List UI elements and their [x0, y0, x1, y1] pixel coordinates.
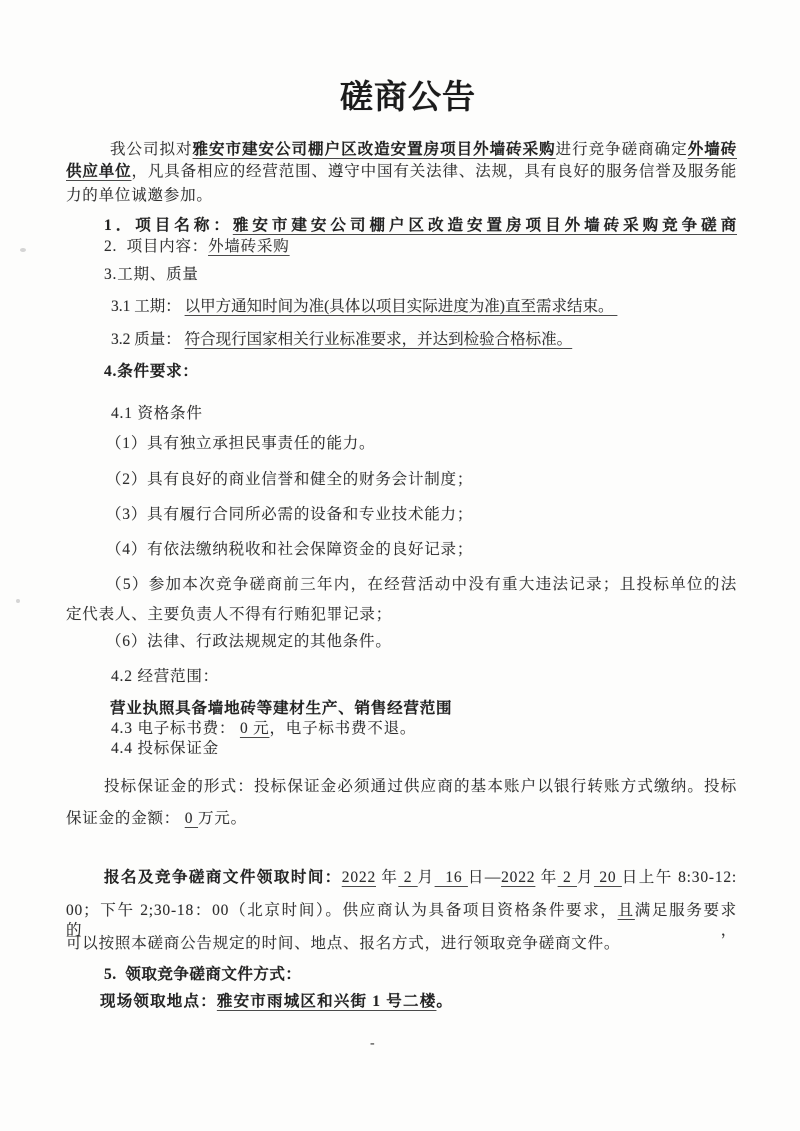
text-run: 16	[434, 869, 468, 886]
text-run: 20	[593, 869, 622, 886]
text-run: 5. 领取竞争磋商文件方式：	[104, 966, 302, 983]
item-4-4-heading	[66, 739, 737, 759]
condition-1	[66, 434, 737, 454]
text-run: 月	[417, 869, 435, 886]
text-run: 4.3 电子标书费：	[111, 720, 240, 737]
text-run: 3.2 质量：	[111, 331, 185, 348]
business-scope	[66, 699, 737, 719]
intro-line-3	[66, 186, 737, 206]
text-run: 日上午 8:30-12:	[621, 869, 738, 886]
page-title: 磋商公告	[340, 80, 476, 116]
text-run: 年	[535, 869, 558, 886]
item-2-project-content	[66, 237, 737, 257]
pickup-location	[66, 992, 737, 1012]
text-run: 月	[576, 869, 594, 886]
text-run: 4.4 投标保证金	[111, 740, 219, 757]
text-run: （2）具有良好的商业信誉和健全的财务会计制度；	[106, 471, 474, 488]
item-3-heading	[66, 265, 737, 285]
condition-6	[66, 632, 737, 652]
scan-speck	[20, 248, 26, 252]
text-run: 2022	[341, 869, 376, 886]
item-4-1-heading	[66, 404, 737, 424]
text-run: 满足服务要求的，	[66, 902, 737, 939]
text-run: 00；下午 2;30-18：00（北京时间）。供应商认为具备项目资格条件要求，	[66, 902, 618, 919]
text-run: 雅安市建安公司棚户区改造安置房项目外墙砖采购	[192, 141, 556, 158]
registration-line-1	[66, 868, 737, 888]
condition-2	[66, 470, 737, 490]
condition-5-line-1	[66, 575, 737, 595]
text-run: 营业执照具备墙地砖等建材生产、销售经营范围	[110, 700, 453, 717]
registration-line-3	[66, 934, 737, 954]
text-run: 保证金的金额：	[66, 810, 185, 827]
text-run: 2022	[501, 869, 536, 886]
item-3-2-quality	[66, 330, 737, 350]
condition-4	[66, 540, 737, 560]
deposit-line-2	[66, 809, 737, 829]
condition-3	[66, 505, 737, 525]
intro-line-1	[66, 140, 737, 160]
text-run: 0	[184, 810, 199, 827]
condition-5-line-2	[66, 605, 737, 625]
text-run: 日—	[467, 869, 502, 886]
text-run: 年	[376, 869, 399, 886]
text-run: 进行竞争磋商确定	[555, 141, 688, 158]
text-run: ，电子标书费不退。	[269, 720, 417, 737]
text-run: 外墙砖采购	[208, 238, 290, 255]
text-run: （1）具有独立承担民事责任的能力。	[106, 435, 376, 452]
text-run: 。	[436, 993, 454, 1010]
document-body	[66, 0, 737, 1131]
text-run: （4）有依法缴纳税收和社会保障资金的良好记录；	[106, 541, 474, 558]
text-run: 且	[617, 902, 635, 919]
text-run: 2. 项目内容：	[104, 238, 209, 255]
page-number-mark: -	[370, 1036, 375, 1051]
item-3-1-duration	[66, 297, 737, 317]
text-run: 3.工期、质量	[104, 266, 199, 283]
text-run: （6）法律、行政法规规定的其他条件。	[106, 633, 392, 650]
item-4-2-heading	[66, 667, 737, 687]
text-run: 4.条件要求：	[104, 363, 199, 380]
text-run: 报名及竞争磋商文件领取时间：	[104, 869, 342, 886]
text-run: 以甲方通知时间为准(具体以项目实际进度为准)直至需求结束。	[184, 298, 618, 315]
text-run: 2	[398, 869, 418, 886]
text-run: ，凡具备相应的经营范围、遵守中国有关法律、法规，具有良好的服务信誉及服务能	[131, 163, 738, 180]
text-run: 我公司拟对	[110, 141, 193, 158]
deposit-line-1	[66, 777, 737, 797]
text-run: 雅安市建安公司棚户区改造安置房项目外墙砖采购竞争磋商	[232, 217, 737, 234]
text-run: 4.2 经营范围：	[111, 668, 219, 685]
text-run: 投标保证金的形式：投标保证金必须通过供应商的基本账户以银行转账方式缴纳。投标	[104, 778, 737, 795]
text-run: 供应单位	[66, 163, 132, 180]
text-run: 4.1 资格条件	[111, 405, 203, 422]
text-run: 定代表人、主要负责人不得有行贿犯罪记录；	[66, 606, 393, 623]
text-run: 万元。	[198, 810, 247, 827]
text-run: 2	[557, 869, 577, 886]
item-4-heading	[66, 362, 737, 382]
text-run: 可以按照本磋商公告规定的时间、地点、报名方式，进行领取竞争磋商文件。	[66, 935, 621, 952]
item-1-project-name	[66, 216, 737, 236]
text-run: 力的单位诚邀参加。	[66, 187, 213, 204]
item-5-heading	[66, 965, 737, 985]
text-run: 现场领取地点：	[100, 993, 217, 1010]
scan-speck	[16, 599, 20, 603]
item-4-3-fee	[66, 719, 737, 739]
text-run: 雅安市雨城区和兴街 1 号二楼	[216, 993, 437, 1010]
text-run: 1．项目名称：	[104, 217, 233, 234]
text-run: 外墙砖	[687, 141, 737, 158]
text-run: 符合现行国家相关行业标准要求，并达到检验合格标准。	[184, 331, 573, 348]
text-run: （5）参加本次竞争磋商前三年内，在经营活动中没有重大违法记录；且投标单位的法	[106, 576, 737, 593]
text-run: 3.1 工期：	[111, 298, 185, 315]
text-run: （3）具有履行合同所必需的设备和专业技术能力；	[106, 506, 474, 523]
intro-line-2	[66, 162, 737, 182]
text-run: 0 元	[239, 720, 270, 737]
